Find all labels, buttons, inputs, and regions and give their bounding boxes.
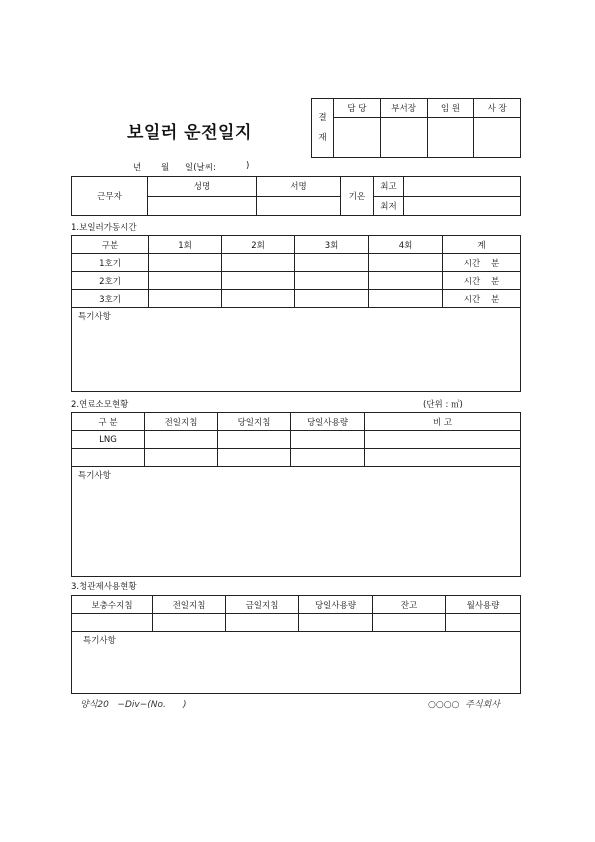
- s1-cell[interactable]: [222, 272, 295, 290]
- approval-sign-president[interactable]: [474, 118, 521, 158]
- temperature-label: 기온: [341, 177, 374, 216]
- approval-sign-manager[interactable]: [334, 118, 381, 158]
- temperature-min-label: 최저: [374, 196, 404, 216]
- s1-cell[interactable]: [295, 290, 369, 308]
- section1-heading: 1.보일러가동시간: [71, 223, 137, 233]
- s2-notes-area[interactable]: [72, 467, 521, 577]
- s1-cell[interactable]: [295, 272, 369, 290]
- s1-header-round4: 4회: [369, 236, 443, 254]
- fuel-consumption-table: [71, 412, 521, 577]
- s2-cell[interactable]: [145, 431, 218, 449]
- s3-header-balance: 잔고: [373, 596, 446, 614]
- s2-row-label: LNG: [72, 431, 145, 449]
- approval-label-top: 결: [318, 113, 327, 123]
- operation-time-table: [71, 235, 521, 392]
- s1-header-round1: 1회: [149, 236, 222, 254]
- s1-row-label: 3호기: [72, 290, 149, 308]
- s3-cell[interactable]: [373, 614, 446, 632]
- temperature-max-label: 최고: [374, 177, 404, 197]
- s3-header-usage: 당일사용량: [299, 596, 373, 614]
- form-number: 양식20 −Div−(No. ): [80, 700, 187, 710]
- s1-header-total: 계: [443, 236, 521, 254]
- company-name: ○○○○ 주식회사: [428, 700, 500, 710]
- s3-cell[interactable]: [446, 614, 521, 632]
- s3-cell[interactable]: [153, 614, 226, 632]
- section2-heading: 2.연료소모현황: [71, 400, 129, 410]
- s1-cell[interactable]: [295, 254, 369, 272]
- s1-cell[interactable]: [222, 254, 295, 272]
- worker-sign-header: 서명: [257, 177, 341, 197]
- s1-cell[interactable]: [149, 254, 222, 272]
- worker-table: [71, 176, 521, 216]
- s1-row-label: 2호기: [72, 272, 149, 290]
- s2-cell[interactable]: [218, 431, 291, 449]
- s2-header-category: 구 분: [72, 413, 145, 431]
- s2-cell[interactable]: [145, 449, 218, 467]
- approval-header-president: 사 장: [474, 99, 521, 118]
- s3-header-today: 금일지침: [226, 596, 299, 614]
- worker-name-field[interactable]: [148, 196, 257, 216]
- worker-sign-field[interactable]: [257, 196, 341, 216]
- approval-header-dept-head: 부서장: [380, 99, 427, 118]
- s2-cell[interactable]: [365, 449, 521, 467]
- date-year-label: 년: [133, 163, 142, 173]
- s1-header-round3: 3회: [295, 236, 369, 254]
- section3-heading: 3.청관제사용현황: [71, 582, 137, 592]
- s1-header-round2: 2회: [222, 236, 295, 254]
- section2-unit: (단위 : ㎥): [423, 400, 463, 410]
- s2-row-label[interactable]: [72, 449, 145, 467]
- water-treatment-table: [71, 595, 521, 694]
- s3-header-prev: 전일지침: [153, 596, 226, 614]
- approval-table: [311, 98, 521, 158]
- temperature-min-field[interactable]: [404, 196, 521, 216]
- s2-header-usage: 당일사용량: [291, 413, 365, 431]
- s3-header-makeup: 보충수지침: [72, 596, 153, 614]
- s1-cell[interactable]: [149, 290, 222, 308]
- s2-header-prev: 전일지침: [145, 413, 218, 431]
- s2-notes-label: 특기사항: [78, 471, 111, 481]
- s2-cell[interactable]: [218, 449, 291, 467]
- temperature-max-field[interactable]: [404, 177, 521, 197]
- approval-header-executive: 임 원: [427, 99, 474, 118]
- s2-header-today: 당일지침: [218, 413, 291, 431]
- s1-cell[interactable]: [369, 272, 443, 290]
- s3-header-monthly: 월사용량: [446, 596, 521, 614]
- s1-total-cell[interactable]: 시간 분: [443, 272, 521, 290]
- s2-header-remarks: 비 고: [365, 413, 521, 431]
- s1-header-category: 구분: [72, 236, 149, 254]
- s3-notes-area[interactable]: [72, 632, 521, 694]
- s3-cell[interactable]: [72, 614, 153, 632]
- s3-notes-label: 특기사항: [83, 636, 116, 646]
- worker-name-header: 성명: [148, 177, 257, 197]
- s1-total-cell[interactable]: 시간 분: [443, 254, 521, 272]
- approval-sign-executive[interactable]: [427, 118, 474, 158]
- s1-cell[interactable]: [222, 290, 295, 308]
- s1-notes-area[interactable]: [72, 308, 521, 392]
- date-month-label: 월: [161, 163, 170, 173]
- s3-cell[interactable]: [299, 614, 373, 632]
- s1-total-cell[interactable]: 시간 분: [443, 290, 521, 308]
- s1-row-label: 1호기: [72, 254, 149, 272]
- s1-cell[interactable]: [369, 254, 443, 272]
- approval-side-label: [312, 99, 334, 158]
- s2-cell[interactable]: [291, 449, 365, 467]
- approval-header-manager: 담 당: [334, 99, 381, 118]
- s1-cell[interactable]: [149, 272, 222, 290]
- s2-cell[interactable]: [365, 431, 521, 449]
- s1-notes-label: 특기사항: [78, 312, 111, 322]
- worker-label: 근무자: [72, 177, 148, 216]
- page-title: 보일러 운전일지: [127, 123, 252, 143]
- date-day-weather-label: 일(날씨:: [185, 163, 216, 173]
- date-close-paren: ): [246, 161, 250, 171]
- s2-cell[interactable]: [291, 431, 365, 449]
- s1-cell[interactable]: [369, 290, 443, 308]
- approval-label-bottom: 재: [318, 133, 327, 143]
- s3-cell[interactable]: [226, 614, 299, 632]
- approval-sign-dept-head[interactable]: [380, 118, 427, 158]
